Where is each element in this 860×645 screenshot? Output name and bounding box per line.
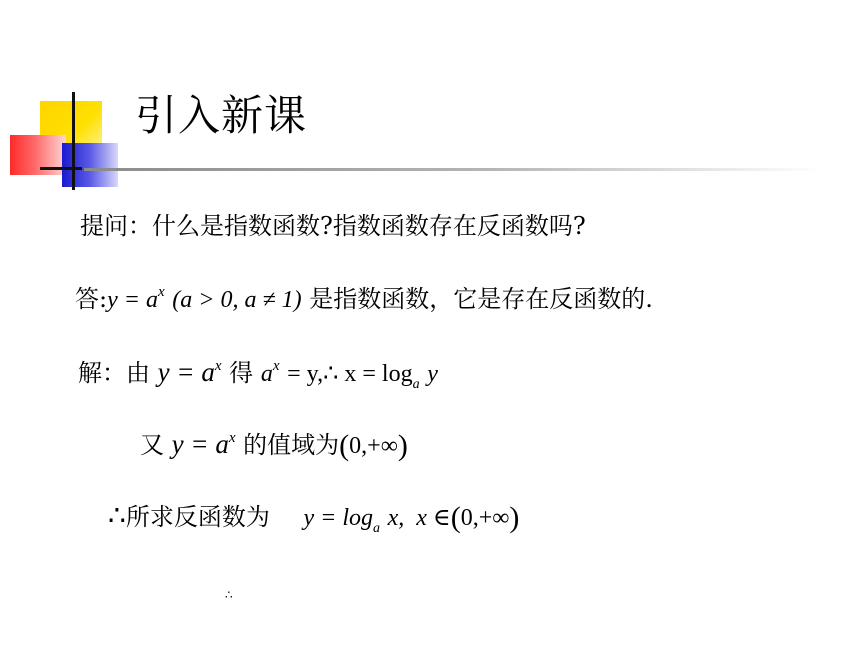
solution-prefix: 解： bbox=[78, 359, 126, 387]
solution-expr2-base: a bbox=[260, 361, 273, 387]
solution-expr2-rest: = y,∴ x = log bbox=[287, 361, 413, 387]
range-paren-open: ( bbox=[339, 429, 350, 462]
solution-expr1: y = a bbox=[157, 357, 215, 387]
answer-formula-exponent: x bbox=[157, 284, 165, 300]
solution-expr1-exponent: x bbox=[214, 358, 222, 374]
decor-vertical-line bbox=[72, 92, 75, 190]
solution-line bbox=[78, 356, 438, 394]
conclusion-paren-close: ) bbox=[509, 501, 520, 534]
solution-expr2-end: y bbox=[427, 361, 438, 387]
conclusion-text: 所求反函数为 bbox=[125, 503, 270, 531]
solution-expr2-exponent: x bbox=[272, 358, 280, 374]
range-text: 的值域为 bbox=[243, 431, 340, 459]
solution-log-base: a bbox=[412, 377, 420, 392]
range-interval: 0,+∞ bbox=[349, 433, 398, 459]
conclusion-expr-start: y = log bbox=[303, 505, 373, 531]
answer-text: 是指数函数，它是存在反函数的. bbox=[309, 285, 653, 313]
range-expr-exponent: x bbox=[228, 430, 236, 446]
conclusion-interval: 0,+∞ bbox=[460, 505, 510, 531]
solution-word-get: 得 bbox=[229, 359, 254, 387]
conclusion-paren-open: ( bbox=[450, 501, 461, 534]
answer-condition: (a > 0, a ≠ 1) bbox=[172, 287, 302, 313]
decor-horizontal-line bbox=[40, 167, 82, 170]
range-line bbox=[140, 428, 408, 465]
range-expr: y = a bbox=[171, 429, 229, 459]
answer-formula-lhs: y = a bbox=[107, 287, 158, 313]
question-line: 提问：什么是指数函数?指数函数存在反函数吗? bbox=[80, 212, 586, 240]
conclusion-line bbox=[108, 500, 519, 538]
slide-title: 引入新课 bbox=[135, 91, 308, 140]
range-paren-close: ) bbox=[397, 429, 408, 462]
title-underline bbox=[84, 168, 824, 171]
conclusion-expr-mid: x, x ∈ bbox=[387, 505, 451, 531]
therefore-symbol: ∴ bbox=[108, 499, 126, 532]
stray-therefore-mark: ∴ bbox=[225, 588, 233, 602]
answer-prefix: 答: bbox=[75, 285, 108, 313]
conclusion-log-base: a bbox=[372, 521, 380, 536]
solution-word-from: 由 bbox=[126, 359, 150, 387]
decor-blue-square bbox=[62, 143, 118, 187]
answer-line bbox=[75, 283, 653, 319]
range-word-also: 又 bbox=[140, 431, 164, 459]
